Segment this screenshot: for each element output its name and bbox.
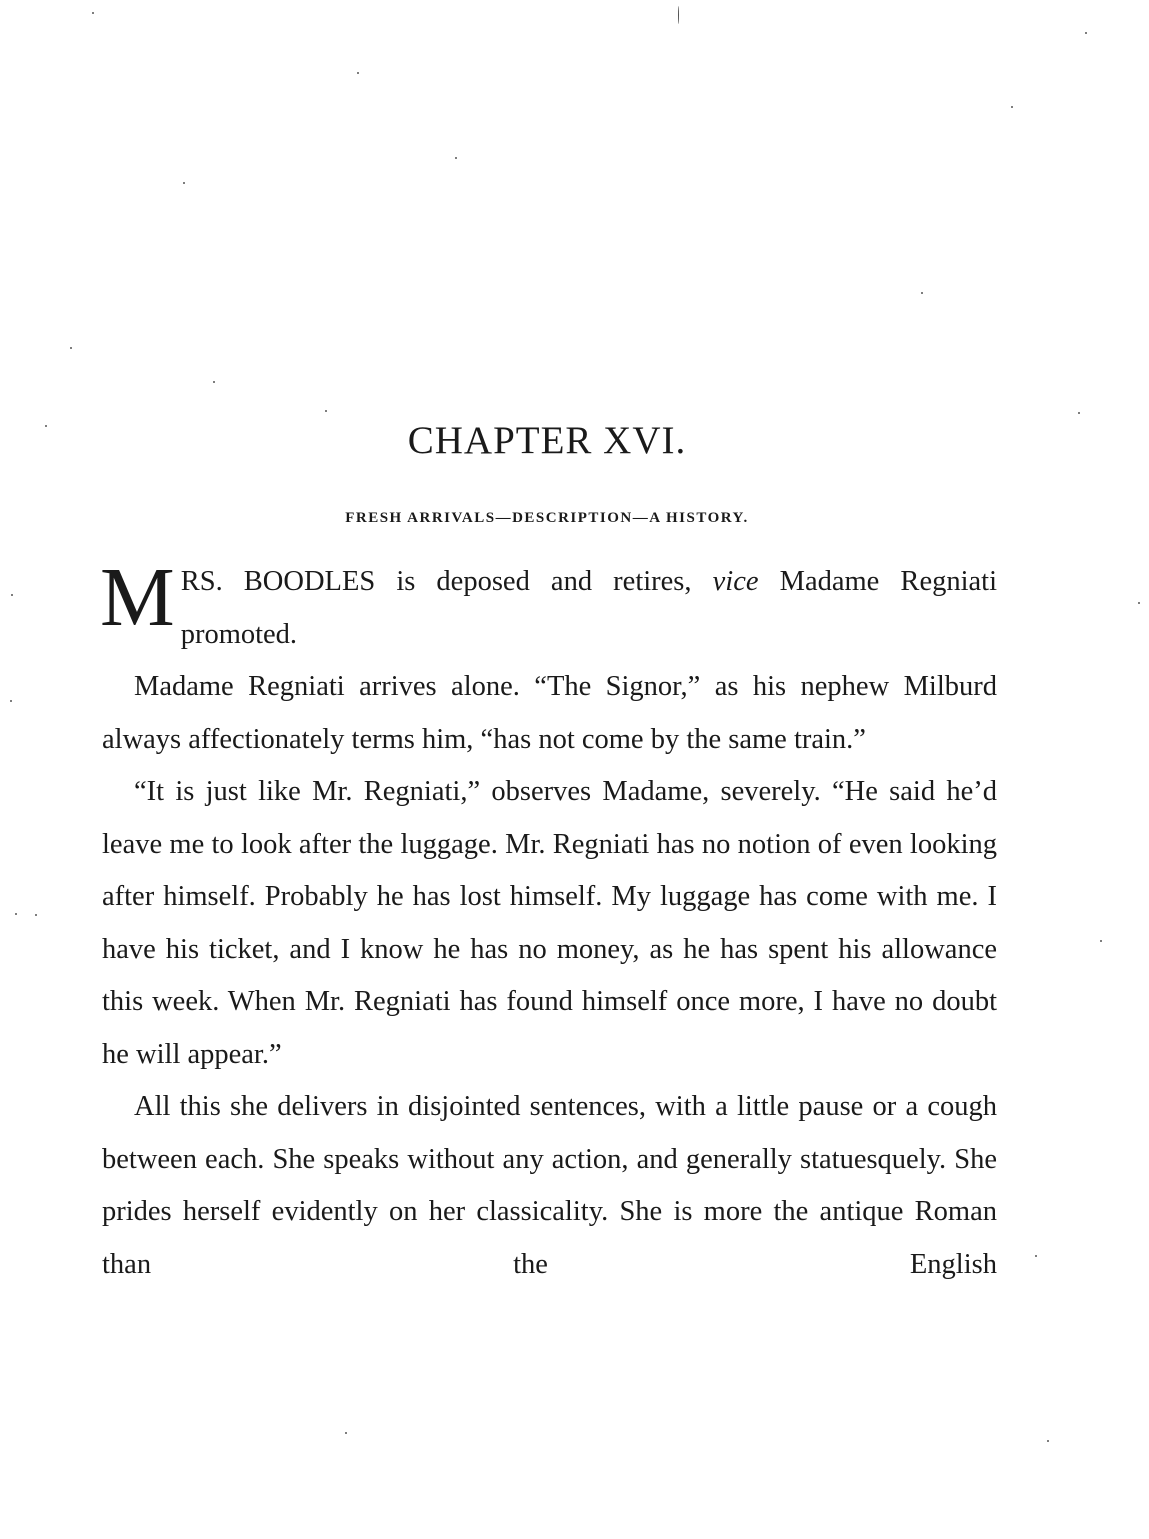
chapter-subtitle: FRESH ARRIVALS—DESCRIPTION—A HISTORY. <box>345 510 749 526</box>
drop-cap: M <box>100 551 175 644</box>
paper-speck <box>325 410 327 412</box>
paper-speck <box>1047 1440 1049 1442</box>
paper-speck <box>183 182 185 184</box>
paper-speck <box>357 72 359 74</box>
paper-speck <box>15 913 17 915</box>
body-text <box>100 551 997 1291</box>
paper-speck <box>10 700 12 702</box>
paper-speck <box>1078 412 1080 414</box>
paper-speck <box>455 157 457 159</box>
paragraph-3: “It is just like Mr. Regniati,” observes Madame, severely. “He said he’d leave me to look after the luggage. Mr. Regniati has no notion of even looking after himself. Probably he has lost himself. My luggage has come with me. I have his ticket, and I know he has no money, as he has spent his allowance this week. When Mr. Regniati has found himself once more, I have no doubt he will appear.” <box>102 776 997 1070</box>
paper-speck <box>213 381 215 383</box>
paper-speck <box>1011 106 1013 108</box>
paper-speck <box>345 1432 347 1434</box>
paper-speck <box>11 594 13 596</box>
paper-speck <box>70 347 72 349</box>
paper-speck <box>35 914 37 916</box>
paper-speck <box>678 6 679 24</box>
paragraph-2: Madame Regniati arrives alone. “The Signor,” as his nephew Milburd always affectionately terms him, “has not come by the same train.” <box>102 671 997 755</box>
paper-speck <box>1085 32 1087 34</box>
paper-speck <box>1035 1255 1037 1257</box>
paragraph-4: All this she delivers in disjointed sentences, with a little pause or a cough between each. She speaks without any action, and generally statuesquely. She prides herself evidently on her classicality. She is more the antique Roman than the English <box>102 1091 997 1280</box>
paper-speck <box>1138 602 1140 604</box>
paper-speck <box>1100 940 1102 942</box>
paragraph-1 <box>100 551 997 661</box>
paper-speck <box>921 292 923 294</box>
paragraph-1-text-after: Madame Regniati promoted. <box>180 566 997 650</box>
paragraph-1-italic: vice <box>712 566 759 597</box>
chapter-title: CHAPTER XVI. <box>407 419 687 462</box>
paper-speck <box>92 12 94 14</box>
paragraph-1-text: RS. BOODLES is deposed and retires, <box>180 566 713 597</box>
